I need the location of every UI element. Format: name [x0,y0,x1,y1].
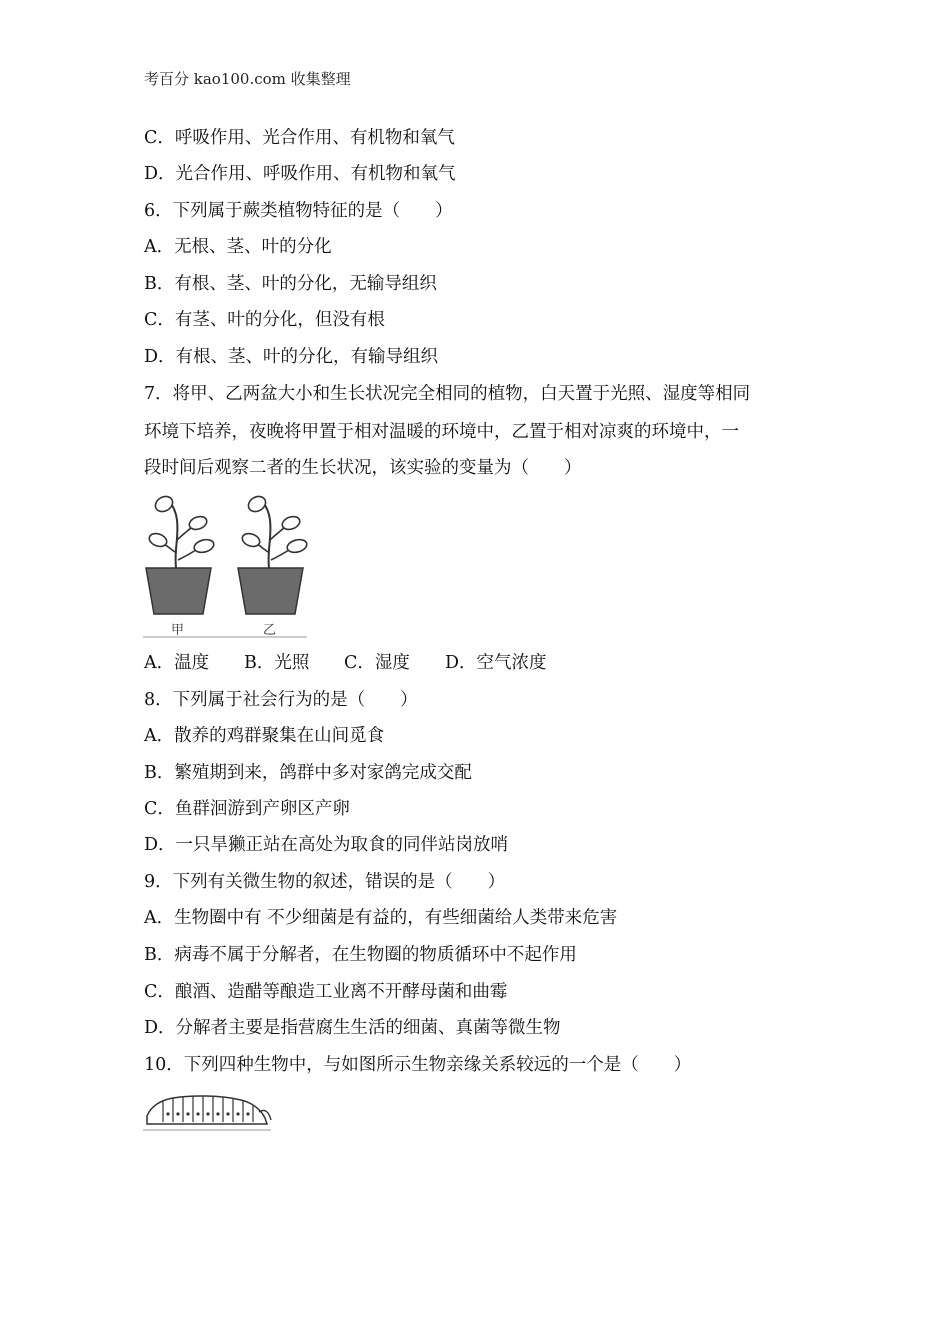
q5-option-d: D．光合作用、呼吸作用、有机物和氧气 [144,164,456,184]
q9-option-a: A．生物圈中有 不少细菌是有益的，有些细菌给人类带来危害 [144,908,618,928]
page-header: 考百分 kao100.com 收集整理 [144,70,351,88]
q8-stem: 8．下列属于社会行为的是（ ） [144,690,418,710]
q7-stem-line3: 段时间后观察二者的生长状况，该实验的变量为（ ） [144,458,582,478]
plant-yi [238,493,308,638]
q6-option-b: B．有根、茎、叶的分化，无输导组织 [144,274,437,294]
q7-option-c: C．湿度 [344,653,410,673]
q7-option-b: B．光照 [244,653,310,673]
q5-option-c: C．呼吸作用、光合作用、有机物和氧气 [144,128,455,148]
q9-stem: 9．下列有关微生物的叙述，错误的是（ ） [144,872,506,892]
q6-stem: 6．下列属于蕨类植物特征的是（ ） [144,201,453,221]
q6-option-d: D．有根、茎、叶的分化，有输导组织 [144,347,439,367]
q8-option-a: A．散养的鸡群聚集在山间觅食 [144,726,385,746]
q10-stem: 10．下列四种生物中，与如图所示生物亲缘关系较远的一个是（ ） [144,1055,692,1075]
potted-plants-figure [141,490,309,640]
q9-option-b: B．病毒不属于分解者，在生物圈的物质循环中不起作用 [144,945,577,965]
q9-option-c: C．酿酒、造醋等酿造工业离不开酵母菌和曲霉 [144,982,508,1002]
q7-options [144,651,547,675]
label-yi: 乙 [263,623,277,638]
q7-stem-line2: 环境下培养，夜晚将甲置于相对温暖的环境中，乙置于相对凉爽的环境中，一 [144,422,739,442]
plant-jia [146,493,215,638]
q8-option-d: D．一只旱獭正站在高处为取食的同伴站岗放哨 [144,835,509,855]
q6-option-c: C．有茎、叶的分化，但没有根 [144,310,385,330]
label-jia: 甲 [171,623,185,638]
q6-option-a: A．无根、茎、叶的分化 [144,237,332,257]
q8-option-c: C．鱼群洄游到产卵区产卵 [144,799,350,819]
q7-option-a: A．温度 [144,653,210,673]
q7-option-d: D．空气浓度 [445,653,547,673]
q8-option-b: B．繁殖期到来，鸽群中多对家鸽完成交配 [144,763,472,783]
q7-stem-line1: 7．将甲、乙两盆大小和生长状况完全相同的植物，白天置于光照、湿度等相同 [144,384,751,404]
q9-option-d: D．分解者主要是指营腐生生活的细菌、真菌等微生物 [144,1018,561,1038]
caterpillar-figure [141,1086,273,1138]
